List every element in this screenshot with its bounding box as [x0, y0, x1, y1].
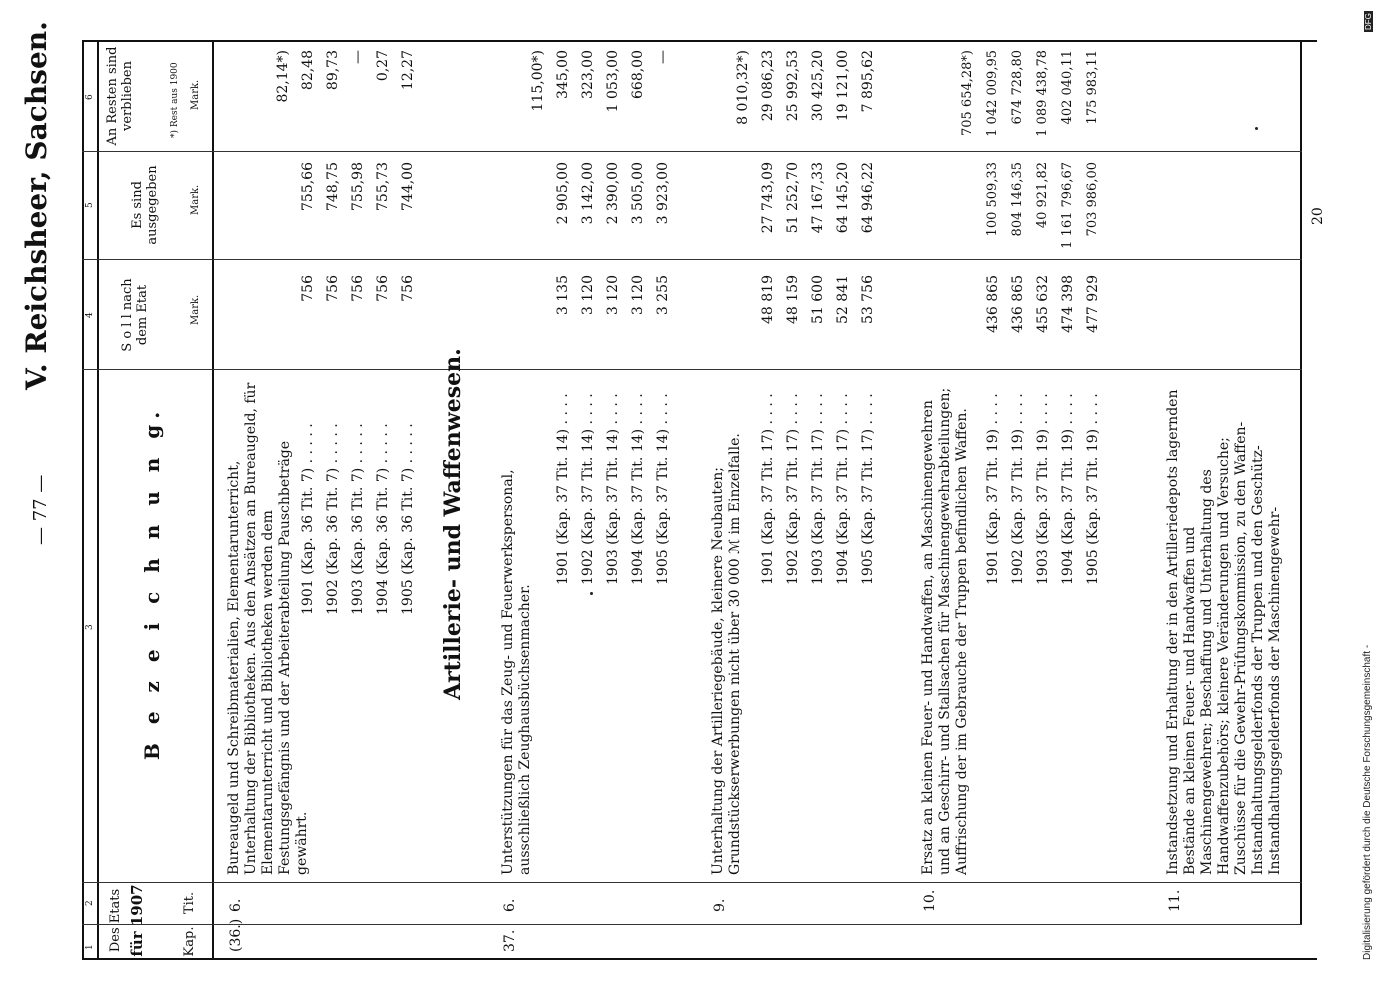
s1-rest-6: 12,27 [400, 50, 416, 91]
header-bottom-border [212, 40, 214, 960]
s1-rest-4: — [350, 50, 366, 64]
s3-aus-3: 47 167,33 [810, 162, 826, 234]
s4-rest-2: 1 042 009,95 [985, 50, 1000, 137]
s2-aus-5: 3 923,00 [655, 162, 671, 225]
s4-rest-3: 674 728,80 [1010, 50, 1025, 125]
s2-rest-5: 668,00 [630, 50, 646, 99]
table-top-border [82, 40, 84, 960]
s1-soll-1: 756 [300, 275, 316, 302]
col6-header: An Resten sind verblieben [105, 46, 135, 146]
s2-rest-1: 115,00*) [530, 50, 546, 112]
tit-3: 9. [712, 898, 728, 912]
s4-year-2: 1902 (Kap. 37 Tit. 19) . . . . [1010, 393, 1026, 585]
speck [590, 592, 593, 595]
col6-note: *) Rest aus 1900 [170, 62, 180, 138]
col4-header: S o l l nach dem Etat [120, 278, 150, 352]
col5-divider [82, 151, 1302, 152]
s1-rest-1: 82,14*) [275, 50, 291, 103]
s2-aus-4: 3 505,00 [630, 162, 646, 225]
s4-aus-5: 703 986,00 [1085, 162, 1100, 237]
s3-rest-3: 25 992,53 [785, 50, 801, 122]
col6-unit: Mark. [190, 79, 201, 110]
s1-year-2: 1902 (Kap. 36 Tit. 7) . . . . . [325, 423, 341, 615]
s3-soll-1: 48 819 [760, 275, 776, 324]
colnum-2: 2 [85, 900, 95, 906]
tit-5: 11. [1167, 889, 1183, 912]
s3-rest-4: 30 425,20 [810, 50, 826, 122]
s2-rest-2: 345,00 [555, 50, 571, 99]
col3-header: B e z e i c h n u n g. [140, 405, 164, 760]
s3-rest-6: 7 895,62 [860, 50, 876, 113]
section-heading-artillerie: Artillerie- und Waffenwesen. [440, 348, 466, 700]
digitization-note: Digitalisierung gefördert durch die Deutsche Forschungsgemeinschaft - [1362, 644, 1373, 960]
col4-divider [82, 259, 1302, 260]
kap-2: 37. [502, 929, 518, 952]
s2-soll-4: 3 120 [630, 275, 646, 316]
s4-soll-2: 436 865 [1010, 275, 1026, 333]
col3-divider [82, 369, 1302, 370]
s1-aus-1: 755,66 [300, 162, 316, 211]
colnum-5: 5 [85, 202, 95, 208]
s1-rest-3: 89,73 [325, 50, 341, 91]
dfg-logo: DFG [1364, 13, 1373, 30]
s3-year-2: 1902 (Kap. 37 Tit. 17) . . . . [785, 393, 801, 585]
table-left-border [82, 958, 1317, 960]
description-5: Instandsetzung und Erhaltung der in den Artilleriedepots lagernden Bestände an kleinen Feuer- und Handwaffen und Maschinengewehren; Beschaffung und Unterhaltung des Handwaffenzubehörs; kleinere Veränderungen und Versuche; Zuschüsse für die Gewehr-Prüfungskommission, zu den Waffen-Instandhaltungsgelderfonds der Truppen und den Geschütz-Instandhaltungsgelderfonds der Maschinengewehr- [1165, 389, 1283, 875]
description-2: Unterstützungen für das Zeug- und Feuerwerkspersonal, ausschließlich Zeughausbüchsenmacher. [500, 469, 533, 875]
colnum-4: 4 [85, 312, 95, 318]
s3-soll-4: 52 841 [835, 275, 851, 324]
col5-header: Es sind ausgegeben [130, 165, 160, 245]
tit-1: 6. [228, 898, 244, 912]
description-1: Bureaugeld und Schreibmaterialien, Elementarunterricht, Unterhaltung der Bibliotheken. Aus den Ansätzen an Bureaugeld, für Elementarunterricht und Bibliotheken werden dem Festungsgefängnis und der Arbeiterabteilung Pauschbeträge gewährt. [226, 382, 310, 875]
col4-unit: Mark. [190, 294, 201, 325]
col12-header-line1: Des Etats [108, 888, 123, 953]
col2-divider [82, 882, 1302, 883]
s4-aus-3: 40 921,82 [1035, 162, 1050, 229]
s1-year-5: 1905 (Kap. 36 Tit. 7) . . . . . [400, 423, 416, 615]
s1-soll-5: 756 [400, 275, 416, 302]
s2-year-5: 1905 (Kap. 37 Tit. 14) . . . . [655, 393, 671, 585]
s1-aus-5: 744,00 [400, 162, 416, 211]
s3-year-1: 1901 (Kap. 37 Tit. 17) . . . . [760, 393, 776, 585]
description-3: Unterhaltung der Artilleriegebäude, kleinere Neubauten; Grundstückserwerbungen nicht über 30 000 ℳ im Einzelfalle. [710, 433, 743, 875]
s4-soll-3: 455 632 [1035, 275, 1051, 333]
s4-soll-5: 477 929 [1085, 275, 1101, 333]
colnum-1: 1 [85, 944, 95, 950]
s2-soll-5: 3 255 [655, 275, 671, 316]
s3-soll-5: 53 756 [860, 275, 876, 324]
s3-year-5: 1905 (Kap. 37 Tit. 17) . . . . [860, 393, 876, 585]
s2-year-3: 1903 (Kap. 37 Tit. 14) . . . . [605, 393, 621, 585]
col5-unit: Mark. [190, 184, 201, 215]
s3-aus-2: 51 252,70 [785, 162, 801, 234]
s3-aus-5: 64 946,22 [860, 162, 876, 234]
tit-label: Tit. [182, 891, 197, 915]
s2-soll-3: 3 120 [605, 275, 621, 316]
s2-aus-3: 2 390,00 [605, 162, 621, 225]
s3-soll-2: 48 159 [785, 275, 801, 324]
s4-year-4: 1904 (Kap. 37 Tit. 19) . . . . [1060, 393, 1076, 585]
tit-2: 6. [502, 898, 518, 912]
s1-soll-2: 756 [325, 275, 341, 302]
speck [1255, 127, 1258, 130]
s3-rest-1: 8 010,32*) [735, 50, 751, 125]
s3-aus-4: 64 145,20 [835, 162, 851, 234]
s2-rest-4: 1 053,00 [605, 50, 621, 113]
colnum-divider [97, 40, 99, 960]
s1-rest-5: 0,27 [375, 50, 391, 82]
s1-aus-2: 748,75 [325, 162, 341, 211]
table-bottom-border [1300, 40, 1302, 925]
kap-label: Kap. [182, 926, 197, 957]
s4-rest-5: 402 040,11 [1060, 50, 1075, 125]
s1-aus-3: 755,98 [350, 162, 366, 211]
s4-rest-1: 705 654,28*) [960, 50, 975, 137]
s1-year-4: 1904 (Kap. 36 Tit. 7) . . . . . [375, 423, 391, 615]
s1-soll-4: 756 [375, 275, 391, 302]
s2-aus-2: 3 142,00 [580, 162, 596, 225]
s4-rest-6: 175 983,11 [1085, 50, 1100, 125]
s2-rest-3: 323,00 [580, 50, 596, 99]
s3-aus-1: 27 743,09 [760, 162, 776, 234]
s1-rest-2: 82,48 [300, 50, 316, 91]
tit-4: 10. [922, 889, 938, 912]
colnum-6: 6 [85, 94, 95, 100]
s1-year-3: 1903 (Kap. 36 Tit. 7) . . . . . [350, 423, 366, 615]
s2-soll-2: 3 120 [580, 275, 596, 316]
col1-divider [82, 924, 1302, 925]
s4-year-3: 1903 (Kap. 37 Tit. 19) . . . . [1035, 393, 1051, 585]
page-number: — 77 — [30, 474, 51, 545]
colnum-3: 3 [85, 624, 95, 630]
s4-soll-4: 474 398 [1060, 275, 1076, 333]
s2-soll-1: 3 135 [555, 275, 571, 316]
s3-year-4: 1904 (Kap. 37 Tit. 17) . . . . [835, 393, 851, 585]
page-title: V. Reichsheer, Sachsen. [20, 21, 53, 390]
s1-year-1: 1901 (Kap. 36 Tit. 7) . . . . . [300, 423, 316, 615]
s4-year-5: 1905 (Kap. 37 Tit. 19) . . . . [1085, 393, 1101, 585]
s4-aus-1: 100 509,33 [985, 162, 1000, 237]
footer-page-number: 20 [1310, 207, 1326, 225]
s3-rest-2: 29 086,23 [760, 50, 776, 122]
s4-aus-4: 1 161 796,67 [1060, 162, 1075, 249]
s2-year-1: 1901 (Kap. 37 Tit. 14) . . . . [555, 393, 571, 585]
s3-soll-3: 51 600 [810, 275, 826, 324]
col12-header-line2: für 1907 [128, 884, 146, 957]
s1-aus-4: 755,73 [375, 162, 391, 211]
s3-rest-5: 19 121,00 [835, 50, 851, 122]
s1-soll-3: 756 [350, 275, 366, 302]
s4-rest-4: 1 089 438,78 [1035, 50, 1050, 137]
s2-year-4: 1904 (Kap. 37 Tit. 14) . . . . [630, 393, 646, 585]
s2-year-2: 1902 (Kap. 37 Tit. 14) . . . . [580, 393, 596, 585]
s4-year-1: 1901 (Kap. 37 Tit. 19) . . . . [985, 393, 1001, 585]
table-right-border [82, 40, 1317, 42]
s4-soll-1: 436 865 [985, 275, 1001, 333]
description-4: Ersatz an kleinen Feuer- und Handwaffen, an Maschinengewehren und an Geschirr- und Stallsachen für Maschinengewehrabteilungen; Auffrischung der im Gebrauche der Truppen befindlichen Waffen. [920, 387, 970, 875]
s2-rest-6: — [655, 50, 671, 64]
s2-aus-1: 2 905,00 [555, 162, 571, 225]
kap-1: (36.) [228, 918, 244, 952]
s3-year-3: 1903 (Kap. 37 Tit. 17) . . . . [810, 393, 826, 585]
s4-aus-2: 804 146,35 [1010, 162, 1025, 237]
